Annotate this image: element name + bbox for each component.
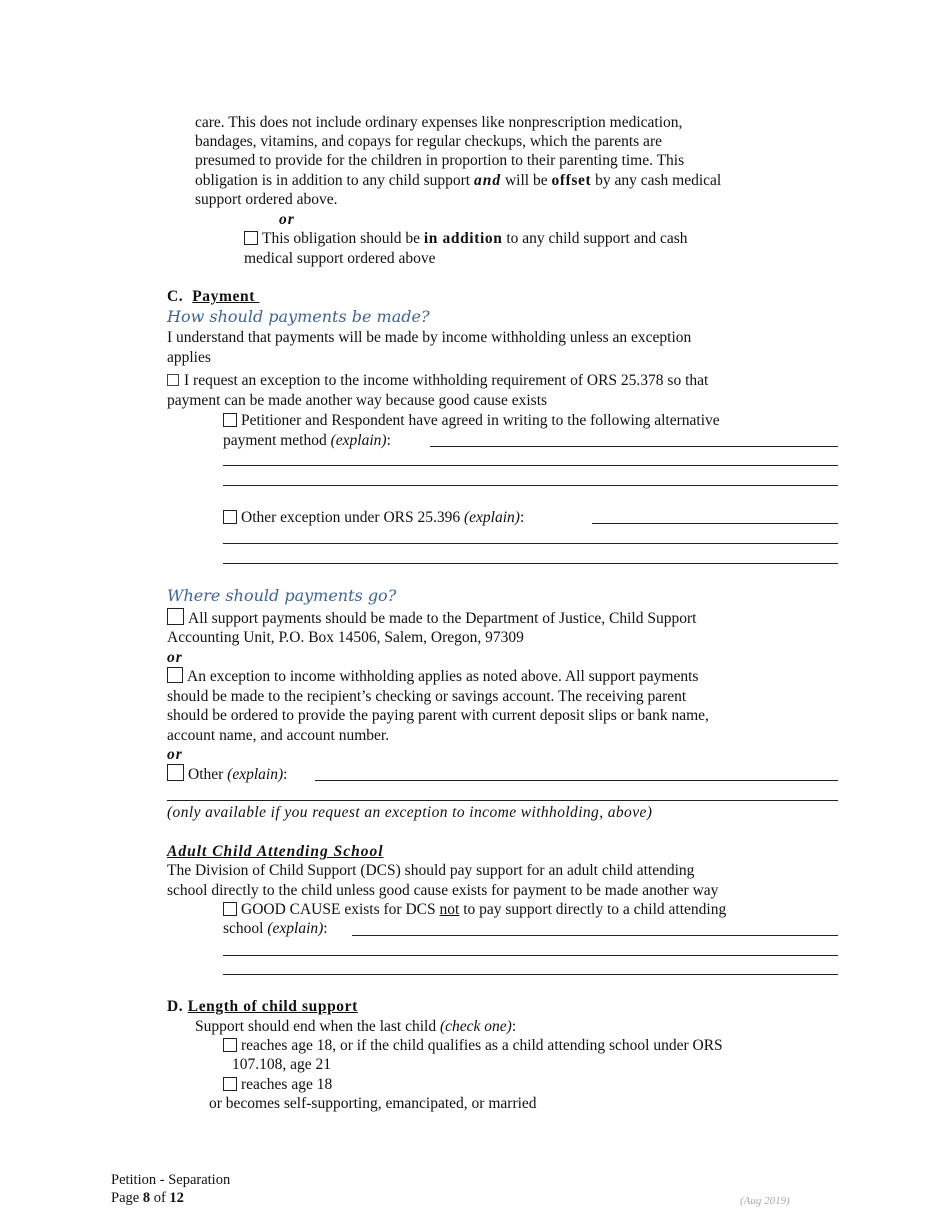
text: Other (188, 766, 228, 783)
text: Petitioner and Respondent have agreed in writing to the following alternative (241, 412, 720, 429)
text: of (150, 1190, 170, 1206)
text: to pay support directly to a child attending (459, 901, 727, 918)
page-current: 8 (142, 1190, 151, 1206)
revision-date: (Aug 2019) (740, 1195, 790, 1207)
agreed-explain-line[interactable] (223, 465, 838, 466)
section-c-heading (167, 287, 259, 307)
footer-page-number (111, 1189, 184, 1209)
text: reaches age 18, or if the child qualifies as a child attending school under ORS (241, 1037, 723, 1054)
paragraph-line: should be made to the recipient’s checking or savings account. The receiving parent (167, 688, 687, 705)
text: by any cash medical (591, 172, 722, 189)
section-letter: D. (167, 998, 184, 1015)
age-21-checkbox[interactable] (223, 1038, 237, 1052)
agreed-checkbox[interactable] (223, 413, 237, 427)
text: I request an exception to the income withholding requirement of ORS 25.378 so that (184, 372, 709, 389)
section-d-heading (167, 997, 358, 1017)
or-separator: or (167, 649, 183, 666)
adult-child-heading: Adult Child Attending School (167, 843, 384, 860)
other-option (167, 764, 287, 785)
where-heading: Where should payments go? (167, 586, 397, 605)
paragraph-line: medical support ordered above (244, 250, 436, 267)
or-separator: or (167, 746, 183, 763)
page-total: 12 (169, 1190, 184, 1206)
good-cause-explain-line[interactable] (223, 955, 838, 956)
explain-label: (explain) (227, 766, 284, 783)
emphasis-and: and (473, 172, 502, 189)
other-exception-checkbox[interactable] (223, 510, 237, 524)
paragraph-line: 107.108, age 21 (232, 1056, 332, 1073)
text: obligation is in addition to any child support (195, 172, 474, 189)
paragraph-line (223, 919, 328, 939)
paragraph-line: school directly to the child unless good cause exists for payment to be made another way (167, 882, 719, 899)
section-letter: C. (167, 288, 184, 305)
text: reaches age 18 (241, 1076, 333, 1093)
text: to any child support and cash (502, 230, 688, 247)
other-exception-option (223, 508, 524, 528)
colon: : (283, 766, 288, 783)
check-one-label: (check one) (439, 1018, 512, 1035)
footer-form-name: Petition - Separation (111, 1172, 231, 1188)
text: Other exception under ORS 25.396 (241, 509, 464, 526)
or-separator: or (279, 211, 295, 228)
paragraph-line: account name, and account number. (167, 727, 390, 744)
other-explain-line[interactable] (167, 800, 838, 801)
section-title: Length of child support (187, 998, 358, 1015)
paragraph-line: presumed to provide for the children in proportion to their parenting time. This (195, 152, 685, 169)
good-cause-checkbox[interactable] (223, 902, 237, 916)
paragraph-line (195, 171, 721, 191)
text: payment method (223, 432, 331, 449)
text: An exception to income withholding applies as noted above. All support payments (187, 668, 699, 685)
paragraph-line: Accounting Unit, P.O. Box 14506, Salem, Oregon, 97309 (167, 629, 524, 646)
emphasis-not: not (439, 901, 460, 918)
paragraph-line: applies (167, 349, 211, 366)
colon: : (519, 509, 525, 526)
explain-label: (explain) (330, 432, 387, 449)
other-exception-explain-line[interactable] (592, 523, 838, 524)
paragraph-line: The Division of Child Support (DCS) should pay support for an adult child attending (167, 862, 695, 879)
text: Support should end when the last child (195, 1018, 440, 1035)
paragraph-line: care. This does not include ordinary expenses like nonprescription medication, (195, 114, 683, 131)
request-exception-option (167, 371, 708, 391)
other-checkbox[interactable] (167, 764, 184, 781)
doj-checkbox[interactable] (167, 608, 184, 625)
paragraph-line: payment can be made another way because good cause exists (167, 392, 548, 409)
text: All support payments should be made to the Department of Justice, Child Support (188, 610, 697, 627)
request-exception-checkbox[interactable] (167, 374, 179, 386)
section-title: Payment (192, 288, 255, 305)
colon: : (386, 432, 391, 449)
paragraph-line: should be ordered to provide the paying parent with current deposit slips or bank name, (167, 707, 709, 724)
good-cause-explain-line[interactable] (223, 974, 838, 975)
text: GOOD CAUSE exists for DCS (241, 901, 440, 918)
other-exception-explain-line[interactable] (223, 543, 838, 544)
paragraph-line (223, 431, 391, 451)
good-cause-option (223, 900, 726, 920)
how-heading: How should payments be made? (167, 307, 430, 326)
paragraph-line: bandages, vitamins, and copays for regular checkups, which the parents are (195, 133, 662, 150)
agreed-option (223, 411, 720, 431)
emphasis-in-addition: in addition (423, 230, 503, 247)
length-intro (195, 1017, 516, 1037)
age-18-checkbox[interactable] (223, 1077, 237, 1091)
other-explain-line[interactable] (315, 780, 838, 781)
only-available-note: (only available if you request an exception to income withholding, above) (167, 804, 653, 821)
age-18-option (223, 1075, 332, 1095)
paragraph-line: support ordered above. (195, 191, 338, 208)
text: will be (501, 172, 552, 189)
good-cause-explain-line[interactable] (352, 935, 838, 936)
agreed-explain-line[interactable] (430, 446, 838, 447)
other-exception-explain-line[interactable] (223, 563, 838, 564)
explain-label: (explain) (464, 509, 520, 526)
emphasis-offset: offset (551, 172, 592, 189)
paragraph-line: I understand that payments will be made by income withholding unless an exception (167, 329, 692, 346)
in-addition-checkbox[interactable] (244, 231, 258, 245)
explain-label: (explain) (267, 920, 324, 937)
doj-option (167, 608, 696, 629)
exception-account-option (167, 667, 698, 687)
paragraph-line: or becomes self-supporting, emancipated, or married (209, 1095, 537, 1112)
text: school (223, 920, 268, 937)
colon: : (323, 920, 328, 937)
age-21-option (223, 1036, 723, 1056)
text: Page (111, 1190, 143, 1206)
option-in-addition (244, 229, 688, 249)
colon: : (511, 1018, 517, 1035)
agreed-explain-line[interactable] (223, 485, 838, 486)
text: This obligation should be (262, 230, 424, 247)
exception-account-checkbox[interactable] (167, 667, 183, 683)
